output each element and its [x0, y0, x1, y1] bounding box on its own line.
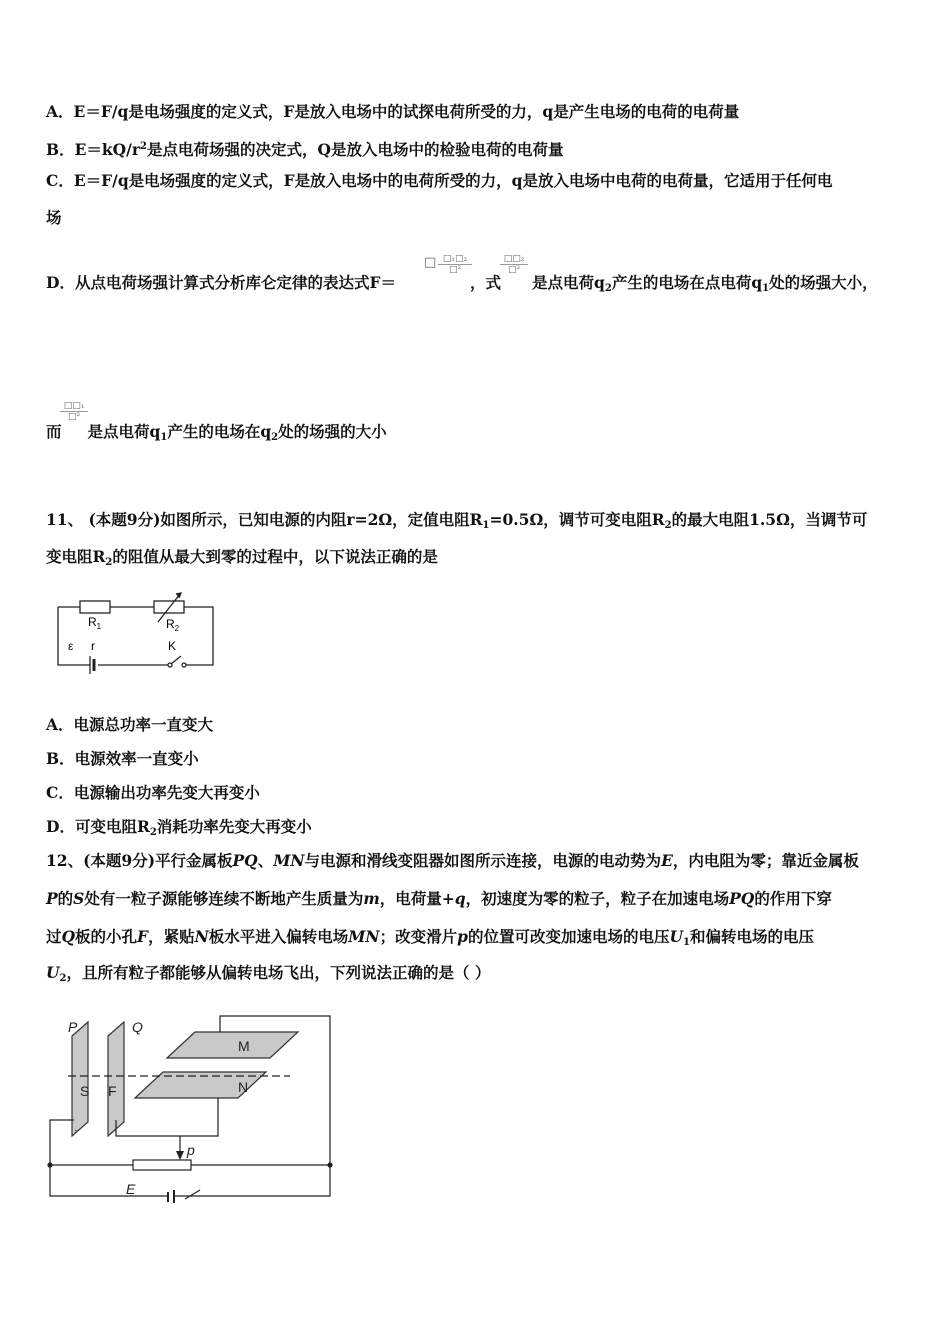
formula-denominator-a: □²: [507, 265, 521, 275]
q12-t28: 的位置可改变加速电场的电压: [467, 927, 670, 946]
q12-t31: 和偏转电场的电压: [689, 927, 814, 946]
q10-d-text-a: 是点电荷q: [532, 273, 605, 292]
q11-option-d-sub: 2: [149, 827, 157, 838]
q11-r2-label: $R_2$: [166, 617, 180, 633]
q12-t9: 的: [57, 889, 74, 908]
q12-stem-line3: [46, 927, 814, 953]
label-s: S: [80, 1083, 90, 1099]
q11-stem-c: 的最大电阻1.5Ω，当调节可: [671, 510, 868, 529]
q12-t3: 、: [257, 851, 274, 870]
label-slider-p: p: [187, 1142, 195, 1158]
q10-d2-sub-b: 2: [271, 432, 279, 443]
q11-r-label: r: [91, 639, 95, 653]
q12-t2: PQ: [232, 851, 258, 870]
q11-option-b: B．电源效率一直变小: [46, 749, 199, 768]
label-p-plate: P: [68, 1019, 78, 1035]
q11-option-d-text: D．可变电阻R: [46, 817, 150, 836]
q12-t32: U: [46, 963, 60, 982]
slider-arrow-icon: [176, 1151, 184, 1160]
q10-option-c-line2: 场: [46, 208, 62, 227]
q10-option-d-line2: [46, 422, 387, 448]
q12-t1: 12、(本题9分)平行金属板: [46, 851, 233, 870]
q12-t16: PQ: [729, 889, 755, 908]
q10-d-text-c: 处的场强大小，: [769, 273, 878, 292]
formula-numerator: □₁□₂: [438, 254, 472, 265]
label-m-plate: M: [238, 1038, 250, 1054]
q12-stem-line4: [46, 963, 490, 989]
q10-option-c-line1: C．E＝F/q是电场强度的定义式，F是放入电场中的电荷所受的力，q是放入电场中电荷的电荷量，它适用于任何电: [46, 171, 833, 190]
q12-t8: P: [46, 889, 58, 908]
q11-option-d-text-2: 消耗功率先变大再变小: [156, 817, 312, 836]
q12-t20: 板的小孔: [75, 927, 138, 946]
label-q-plate: Q: [132, 1019, 143, 1035]
q11-r1-label: $R_1$: [88, 615, 102, 631]
q12-t5: 与电源和滑线变阻器如图所示连接，电源的电动势为: [304, 851, 662, 870]
q12-t22: ，紧贴: [148, 927, 195, 946]
q12-t24: 板水平进入偏转电场: [208, 927, 349, 946]
q10-d-sub-b: 1: [762, 283, 770, 294]
q12-t17: 的作用下穿: [754, 889, 832, 908]
q10-d2-text-d: 处的场强的大小: [278, 422, 387, 441]
q10-d-sub-a: 2: [604, 283, 612, 294]
q10-d2-text-b: 是点电荷q: [87, 422, 161, 441]
formula-denominator-b: □²: [67, 412, 81, 422]
formula-box: □: [424, 255, 437, 270]
q12-t23: N: [194, 927, 209, 946]
q11-stem-sub2: 2: [664, 520, 672, 531]
q12-t4: MN: [273, 851, 305, 870]
q11-k-label: K: [168, 639, 177, 653]
q12-t26: ；改变滑片: [379, 927, 458, 946]
q11-option-d: [46, 817, 312, 843]
q12-stem-line1: [46, 851, 859, 871]
q11-option-c: C．电源输出功率先变大再变小: [46, 783, 260, 802]
q10-option-a: A．E＝F/q是电场强度的定义式，F是放入电场中的试探电荷所受的力，q是产生电场的电荷的电荷量: [46, 102, 740, 121]
q12-t15: ，初速度为零的粒子，粒子在加速电场: [465, 889, 730, 908]
q12-t13: ，电荷量+: [379, 889, 455, 908]
q12-t18: 过: [46, 927, 62, 946]
q10-option-b-text-2: 是点电荷场强的决定式，Q是放入电场中的检验电荷的电荷量: [146, 140, 564, 159]
q12-t11: 处有一粒子源能够连续不断地产生质量为: [84, 889, 364, 908]
q10-d2-text-a: 而: [46, 422, 62, 441]
q12-t25: MN: [348, 927, 380, 946]
q12-t10: S: [73, 889, 85, 908]
formula-denominator: □²: [448, 265, 462, 275]
q10-option-d-tail: [532, 273, 878, 299]
q10-d2-sub-a: 1: [160, 432, 168, 443]
q11-stem-e: 的阻值从最大到零的过程中，以下说法正确的是: [112, 547, 438, 566]
formula-field-q2: [500, 254, 528, 275]
q11-stem-line2: [46, 547, 438, 573]
q10-option-b-sup: 2: [139, 141, 147, 152]
q10-option-b-text: B．E＝kQ/r: [46, 140, 140, 159]
q12-t12: m: [363, 889, 380, 908]
q11-stem-b: =0.5Ω，调节可变电阻R: [489, 510, 665, 529]
q11-option-a: A．电源总功率一直变大: [46, 715, 214, 734]
formula-numerator-a: □□₂: [500, 254, 528, 265]
q10-option-b: [46, 137, 563, 160]
formula-numerator-b: □□₁: [60, 401, 88, 412]
q12-t6: E: [661, 851, 673, 870]
label-f: F: [108, 1083, 117, 1099]
q12-t19: Q: [61, 927, 76, 946]
q11-stem-a: 11、 (本题9分)如图所示，已知电源的内阻r=2Ω，定值电阻R: [46, 510, 483, 529]
label-n-plate: N: [238, 1079, 249, 1095]
q11-emf-label: ε: [68, 639, 74, 653]
q11-circuit-diagram: [50, 590, 225, 680]
q10-d-text-b: 产生的电场在点电荷q: [611, 273, 763, 292]
q12-t34: ，且所有粒子都能够从偏转电场飞出，下列说法正确的是（ ）: [66, 963, 491, 982]
q12-t14: q: [454, 889, 466, 908]
q11-stem-d: 变电阻R: [46, 547, 106, 566]
q11-stem-sub1: 1: [482, 520, 490, 531]
q12-stem-line2: [46, 889, 832, 909]
formula-field-q1: [60, 401, 88, 422]
q11-stem-sub3: 2: [105, 557, 113, 568]
q10-d2-text-c: 产生的电场在q: [167, 422, 272, 441]
q10-option-d-mid: ，式: [470, 273, 502, 292]
q12-t30: 1: [683, 937, 690, 948]
q12-t33: 2: [59, 973, 67, 984]
label-e: E: [126, 1181, 136, 1197]
q12-t27: p: [457, 927, 468, 946]
q12-t7: ，内电阻为零；靠近金属板: [672, 851, 859, 870]
q12-t29: U: [669, 927, 683, 946]
q12-circuit-diagram: [40, 1010, 340, 1210]
q10-option-d-text: D．从点电荷场强计算式分析库仑定律的表达式F＝: [46, 273, 396, 292]
q12-t21: F: [137, 927, 149, 946]
q11-stem-line1: [46, 510, 867, 536]
q10-option-d: [46, 273, 396, 293]
